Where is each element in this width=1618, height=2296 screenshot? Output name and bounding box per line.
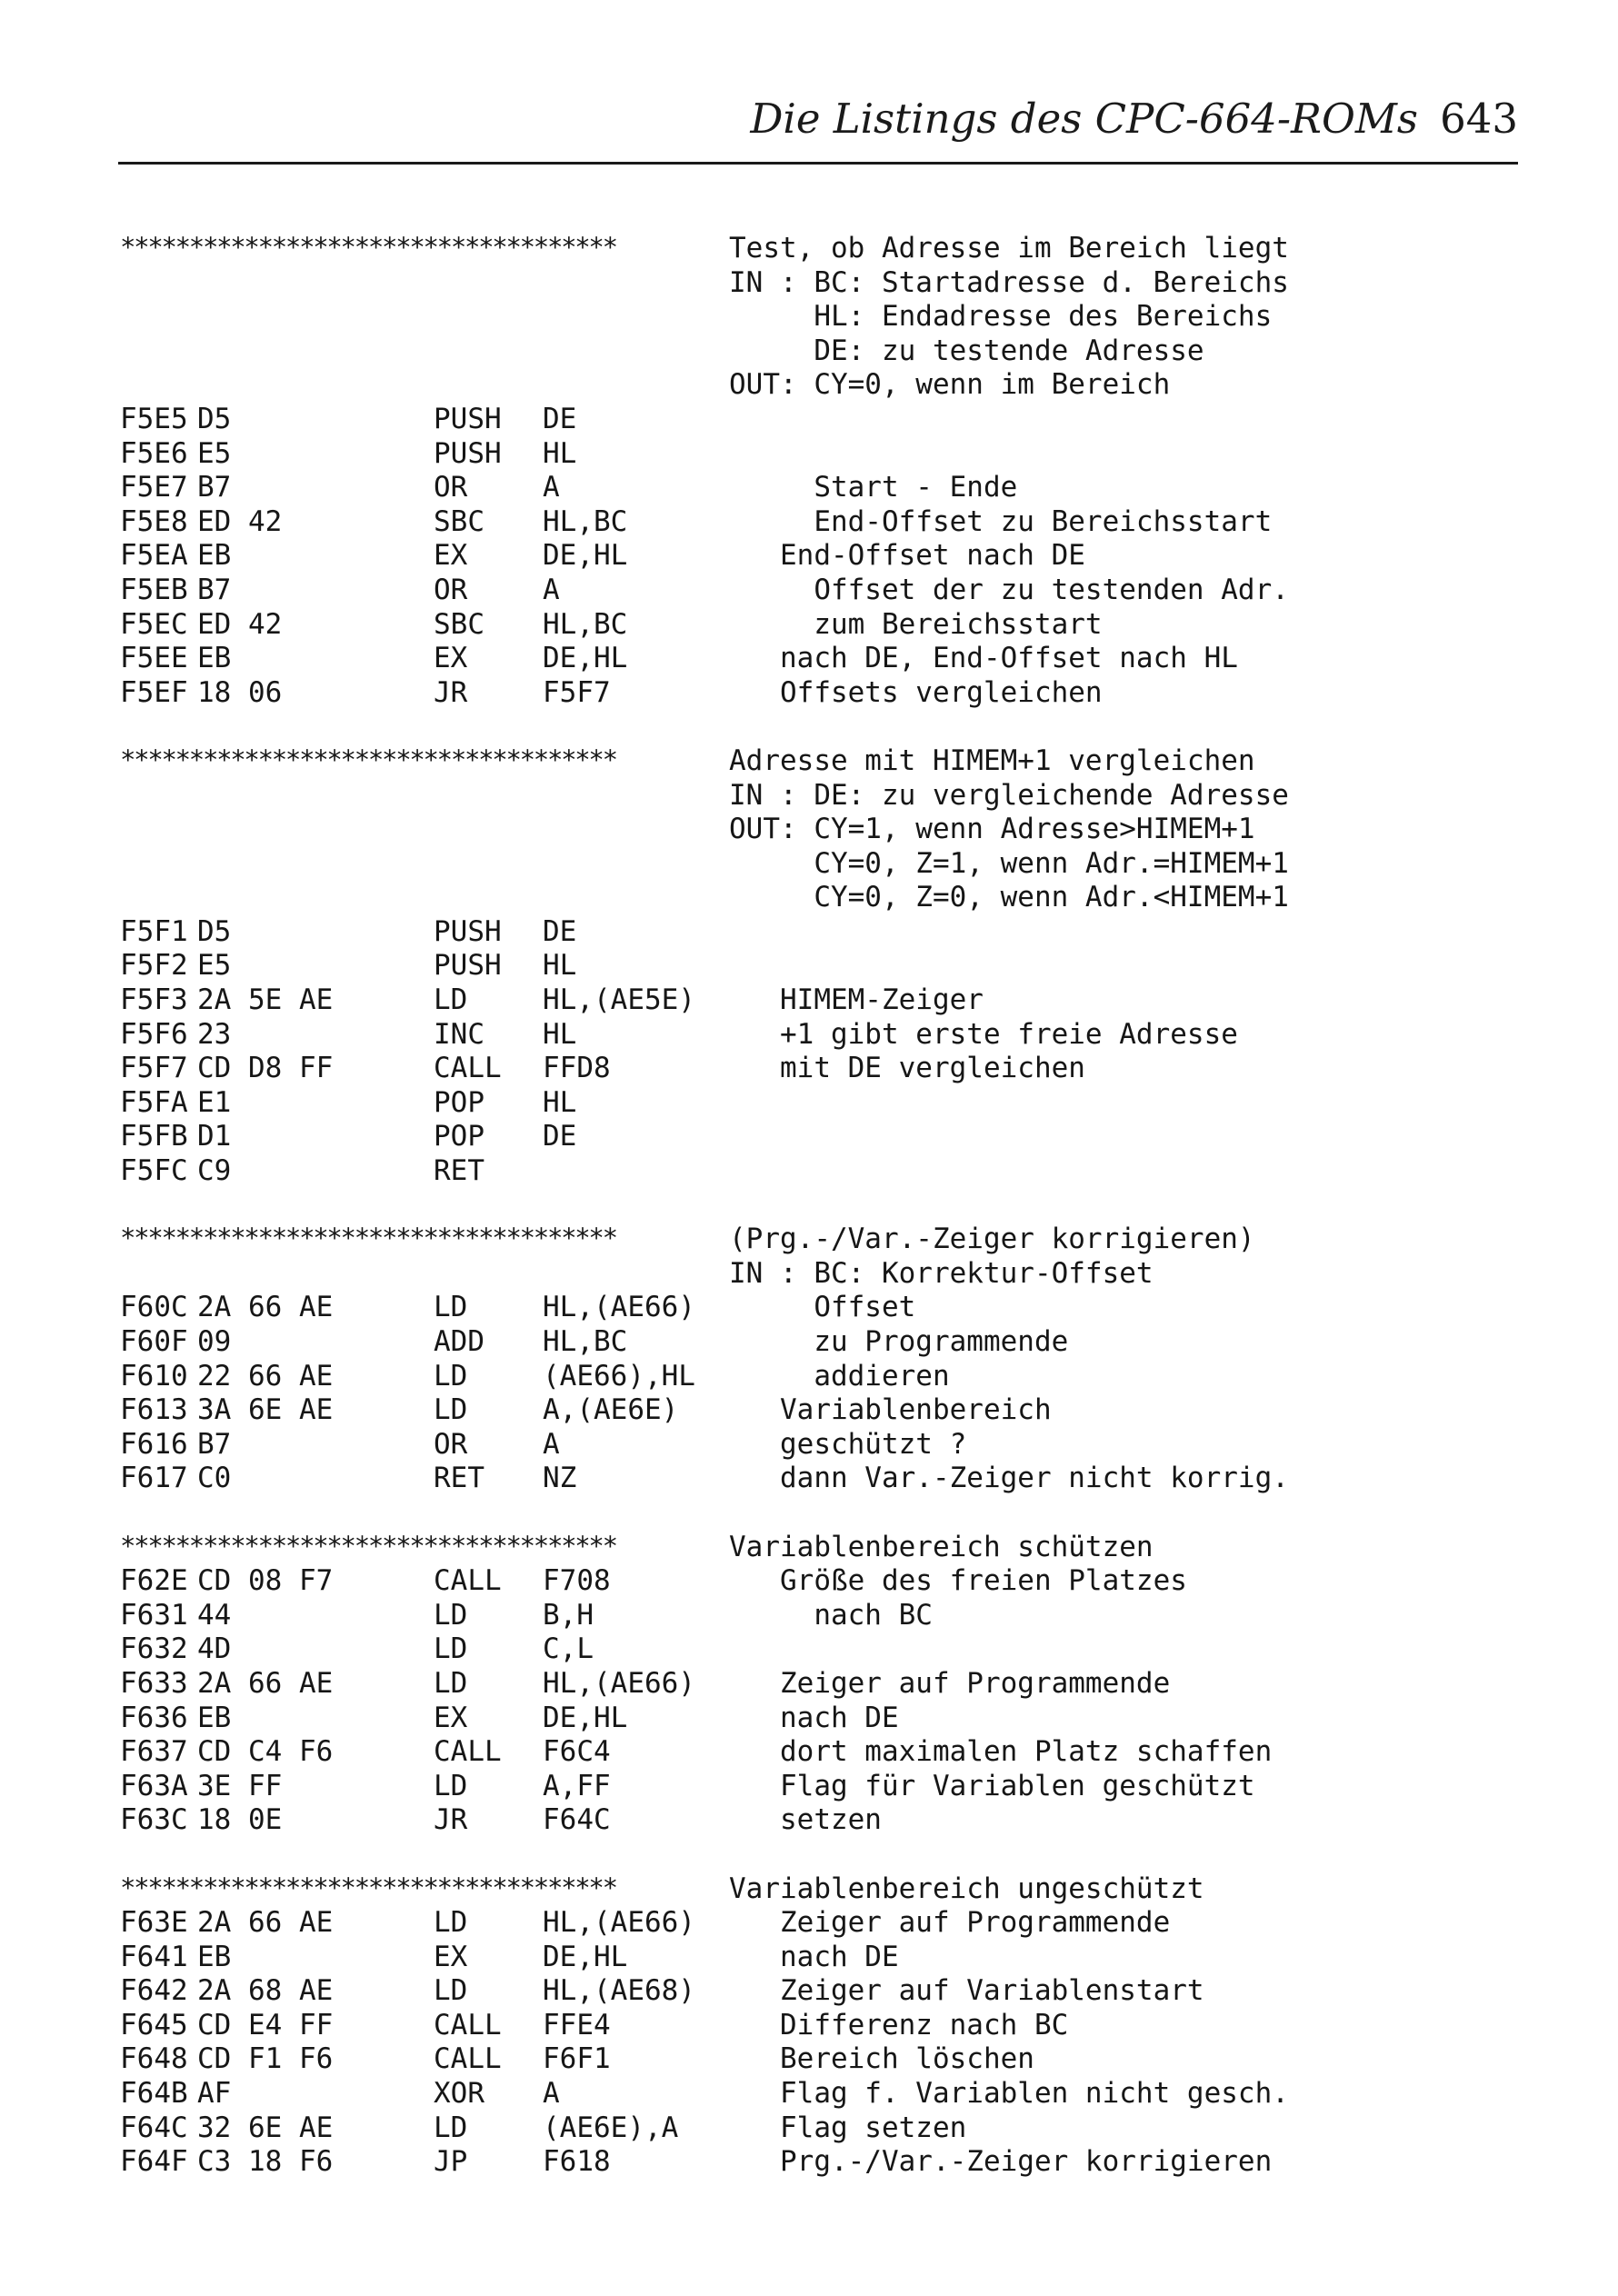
operand: HL [543,1017,577,1051]
address: F5E7 [120,471,188,504]
opcode-bytes: 4D [197,1632,232,1666]
address: F5EA [120,539,188,573]
opcode-bytes: EB [197,642,232,675]
line-comment: HIMEM-Zeiger [729,983,984,1017]
address: F631 [120,1598,188,1632]
mnemonic: EX [434,539,468,573]
opcode-bytes: 22 66 AE [197,1359,334,1393]
opcode-bytes: 44 [197,1598,232,1632]
mnemonic: CALL [434,1564,502,1598]
opcode-bytes: CD D8 FF [197,1052,334,1085]
operand: FFE4 [543,2008,611,2041]
section-comment: Test, ob Adresse im Bereich liegt [729,232,1289,265]
mnemonic: INC [434,1017,484,1051]
address: F5E8 [120,504,188,538]
line-comment: Zeiger auf Programmende [729,1906,1171,1940]
section-comment: OUT: CY=1, wenn Adresse>HIMEM+1 [729,813,1255,846]
mnemonic: SBC [434,607,484,641]
operand: NZ [543,1462,577,1495]
separator-stars: ************************************ [120,744,616,775]
address: F5FC [120,1154,188,1188]
section-comment: CY=0, Z=0, wenn Adr.<HIMEM+1 [729,881,1289,914]
section-comment: IN : DE: zu vergleichende Adresse [729,778,1289,812]
address: F5F3 [120,983,188,1017]
opcode-bytes: CD C4 F6 [197,1735,334,1769]
section-comment: CY=0, Z=1, wenn Adr.=HIMEM+1 [729,846,1289,880]
operand: A [543,573,560,606]
mnemonic: CALL [434,2008,502,2041]
address: F648 [120,2042,188,2076]
address: F5EF [120,675,188,709]
address: F5FA [120,1085,188,1119]
mnemonic: LD [434,1906,468,1940]
mnemonic: OR [434,573,468,606]
operand: DE [543,914,577,948]
section-comment: OUT: CY=0, wenn im Bereich [729,368,1171,402]
operand: A [543,471,560,504]
line-comment: Flag für Variablen geschützt [729,1769,1255,1802]
mnemonic: PUSH [434,914,502,948]
mnemonic: CALL [434,1735,502,1769]
address: F63C [120,1803,188,1837]
line-comment: Variablenbereich [729,1393,1052,1427]
mnemonic: RET [434,1462,484,1495]
mnemonic: LD [434,1666,468,1700]
operand: HL,BC [543,1325,628,1358]
address: F5F1 [120,914,188,948]
address: F5F2 [120,949,188,983]
operand: HL,BC [543,504,628,538]
operand: DE,HL [543,1940,628,1973]
mnemonic: LD [434,1598,468,1632]
page-header [118,91,1518,165]
line-comment: addieren [729,1359,950,1393]
address: F617 [120,1462,188,1495]
operand: HL,BC [543,607,628,641]
mnemonic: LD [434,1769,468,1802]
operand: (AE6E),A [543,2111,679,2144]
address: F610 [120,1359,188,1393]
line-comment: zum Bereichsstart [729,607,1103,641]
mnemonic: JR [434,675,468,709]
opcode-bytes: 2A 5E AE [197,983,334,1017]
mnemonic: LD [434,2111,468,2144]
operand: A [543,2077,560,2111]
line-comment: dort maximalen Platz schaffen [729,1735,1273,1769]
address: F5EB [120,573,188,606]
mnemonic: ADD [434,1325,484,1358]
opcode-bytes: 32 6E AE [197,2111,334,2144]
opcode-bytes: 2A 68 AE [197,1974,334,2008]
opcode-bytes: ED 42 [197,607,283,641]
address: F633 [120,1666,188,1700]
line-comment: mit DE vergleichen [729,1052,1085,1085]
address: F637 [120,1735,188,1769]
opcode-bytes: 3E FF [197,1769,283,1802]
operand: HL,(AE66) [543,1906,695,1940]
opcode-bytes: CD F1 F6 [197,2042,334,2076]
address: F645 [120,2008,188,2041]
address: F63E [120,1906,188,1940]
opcode-bytes: 18 0E [197,1803,283,1837]
opcode-bytes: 23 [197,1017,232,1051]
operand: HL,(AE5E) [543,983,695,1017]
mnemonic: OR [434,1427,468,1461]
opcode-bytes: EB [197,539,232,573]
address: F616 [120,1427,188,1461]
address: F5EC [120,607,188,641]
operand: F708 [543,1564,611,1598]
line-comment: Prg.-/Var.-Zeiger korrigieren [729,2145,1273,2179]
operand: F618 [543,2145,611,2179]
mnemonic: RET [434,1154,484,1188]
operand: A,(AE6E) [543,1393,679,1427]
section-comment: IN : BC: Korrektur-Offset [729,1256,1154,1290]
operand: DE,HL [543,1701,628,1734]
line-comment: Flag f. Variablen nicht gesch. [729,2077,1289,2111]
address: F636 [120,1701,188,1734]
line-comment: End-Offset zu Bereichsstart [729,504,1273,538]
opcode-bytes: C9 [197,1154,232,1188]
opcode-bytes: D5 [197,914,232,948]
opcode-bytes: B7 [197,573,232,606]
mnemonic: EX [434,1701,468,1734]
opcode-bytes: D1 [197,1120,232,1153]
line-comment: nach DE [729,1701,899,1734]
section-comment: (Prg.-/Var.-Zeiger korrigieren) [729,1223,1255,1256]
address: F641 [120,1940,188,1973]
operand: C,L [543,1632,594,1666]
operand: HL,(AE66) [543,1666,695,1700]
separator-stars: ************************************ [120,1223,616,1254]
line-comment: nach DE [729,1940,899,1973]
address: F64B [120,2077,188,2111]
address: F613 [120,1393,188,1427]
operand: DE,HL [543,539,628,573]
address: F60F [120,1325,188,1358]
operand: A,FF [543,1769,611,1802]
running-title: Die Listings des CPC-664-ROMs [750,95,1418,143]
operand: HL,(AE68) [543,1974,695,2008]
address: F5E6 [120,436,188,470]
address: F5E5 [120,402,188,435]
opcode-bytes: B7 [197,1427,232,1461]
mnemonic: LD [434,1632,468,1666]
mnemonic: EX [434,642,468,675]
address: F5EE [120,642,188,675]
opcode-bytes: 2A 66 AE [197,1906,334,1940]
opcode-bytes: CD E4 FF [197,2008,334,2041]
mnemonic: LD [434,1393,468,1427]
opcode-bytes: CD 08 F7 [197,1564,334,1598]
section-comment: Variablenbereich ungeschützt [729,1872,1204,1905]
operand: F5F7 [543,675,611,709]
opcode-bytes: B7 [197,471,232,504]
operand: F6C4 [543,1735,611,1769]
operand: DE [543,402,577,435]
operand: HL [543,436,577,470]
line-comment: geschützt ? [729,1427,967,1461]
line-comment: dann Var.-Zeiger nicht korrig. [729,1462,1289,1495]
line-comment: setzen [729,1803,882,1837]
section-comment: HL: Endadresse des Bereichs [729,300,1273,334]
mnemonic: CALL [434,2042,502,2076]
line-comment: zu Programmende [729,1325,1069,1358]
line-comment: Flag setzen [729,2111,967,2144]
operand: FFD8 [543,1052,611,1085]
operand: F64C [543,1803,611,1837]
opcode-bytes: AF [197,2077,232,2111]
mnemonic: LD [434,1974,468,2008]
separator-stars: ************************************ [120,1872,616,1903]
line-comment: +1 gibt erste freie Adresse [729,1017,1238,1051]
opcode-bytes: 3A 6E AE [197,1393,334,1427]
line-comment: Start - Ende [729,471,1018,504]
mnemonic: PUSH [434,436,502,470]
line-comment: Offset [729,1291,916,1324]
mnemonic: POP [434,1085,484,1119]
mnemonic: JP [434,2145,468,2179]
section-comment: IN : BC: Startadresse d. Bereichs [729,265,1289,299]
mnemonic: JR [434,1803,468,1837]
operand: B,H [543,1598,594,1632]
opcode-bytes: 09 [197,1325,232,1358]
line-comment: Zeiger auf Variablenstart [729,1974,1204,2008]
page-number: 643 [1440,95,1518,143]
address: F60C [120,1291,188,1324]
separator-stars: ************************************ [120,1530,616,1562]
mnemonic: POP [434,1120,484,1153]
opcode-bytes: EB [197,1940,232,1973]
opcode-bytes: D5 [197,402,232,435]
section-comment: DE: zu testende Adresse [729,334,1204,367]
line-comment: nach DE, End-Offset nach HL [729,642,1238,675]
operand: HL [543,1085,577,1119]
opcode-bytes: 18 06 [197,675,283,709]
operand: F6F1 [543,2042,611,2076]
mnemonic: CALL [434,1052,502,1085]
line-comment: Offsets vergleichen [729,675,1103,709]
section-comment: Adresse mit HIMEM+1 vergleichen [729,744,1255,777]
address: F64C [120,2111,188,2144]
mnemonic: LD [434,983,468,1017]
address: F632 [120,1632,188,1666]
opcode-bytes: E5 [197,436,232,470]
line-comment: Zeiger auf Programmende [729,1666,1171,1700]
mnemonic: OR [434,471,468,504]
opcode-bytes: ED 42 [197,504,283,538]
address: F5F6 [120,1017,188,1051]
section-comment: Variablenbereich schützen [729,1530,1154,1563]
line-comment: Differenz nach BC [729,2008,1069,2041]
mnemonic: PUSH [434,402,502,435]
opcode-bytes: EB [197,1701,232,1734]
operand: DE,HL [543,642,628,675]
line-comment: End-Offset nach DE [729,539,1085,573]
operand: DE [543,1120,577,1153]
opcode-bytes: E5 [197,949,232,983]
opcode-bytes: C3 18 F6 [197,2145,334,2179]
opcode-bytes: 2A 66 AE [197,1666,334,1700]
opcode-bytes: C0 [197,1462,232,1495]
address: F642 [120,1974,188,2008]
line-comment: nach BC [729,1598,933,1632]
line-comment: Offset der zu testenden Adr. [729,573,1289,606]
address: F5FB [120,1120,188,1153]
address: F62E [120,1564,188,1598]
mnemonic: XOR [434,2077,484,2111]
operand: HL [543,949,577,983]
mnemonic: EX [434,1940,468,1973]
opcode-bytes: 2A 66 AE [197,1291,334,1324]
line-comment: Bereich löschen [729,2042,1034,2076]
mnemonic: PUSH [434,949,502,983]
operand: HL,(AE66) [543,1291,695,1324]
address: F64F [120,2145,188,2179]
mnemonic: LD [434,1291,468,1324]
operand: A [543,1427,560,1461]
opcode-bytes: E1 [197,1085,232,1119]
mnemonic: SBC [434,504,484,538]
line-comment: Größe des freien Platzes [729,1564,1187,1598]
mnemonic: LD [434,1359,468,1393]
separator-stars: ************************************ [120,232,616,263]
operand: (AE66),HL [543,1359,695,1393]
address: F5F7 [120,1052,188,1085]
address: F63A [120,1769,188,1802]
